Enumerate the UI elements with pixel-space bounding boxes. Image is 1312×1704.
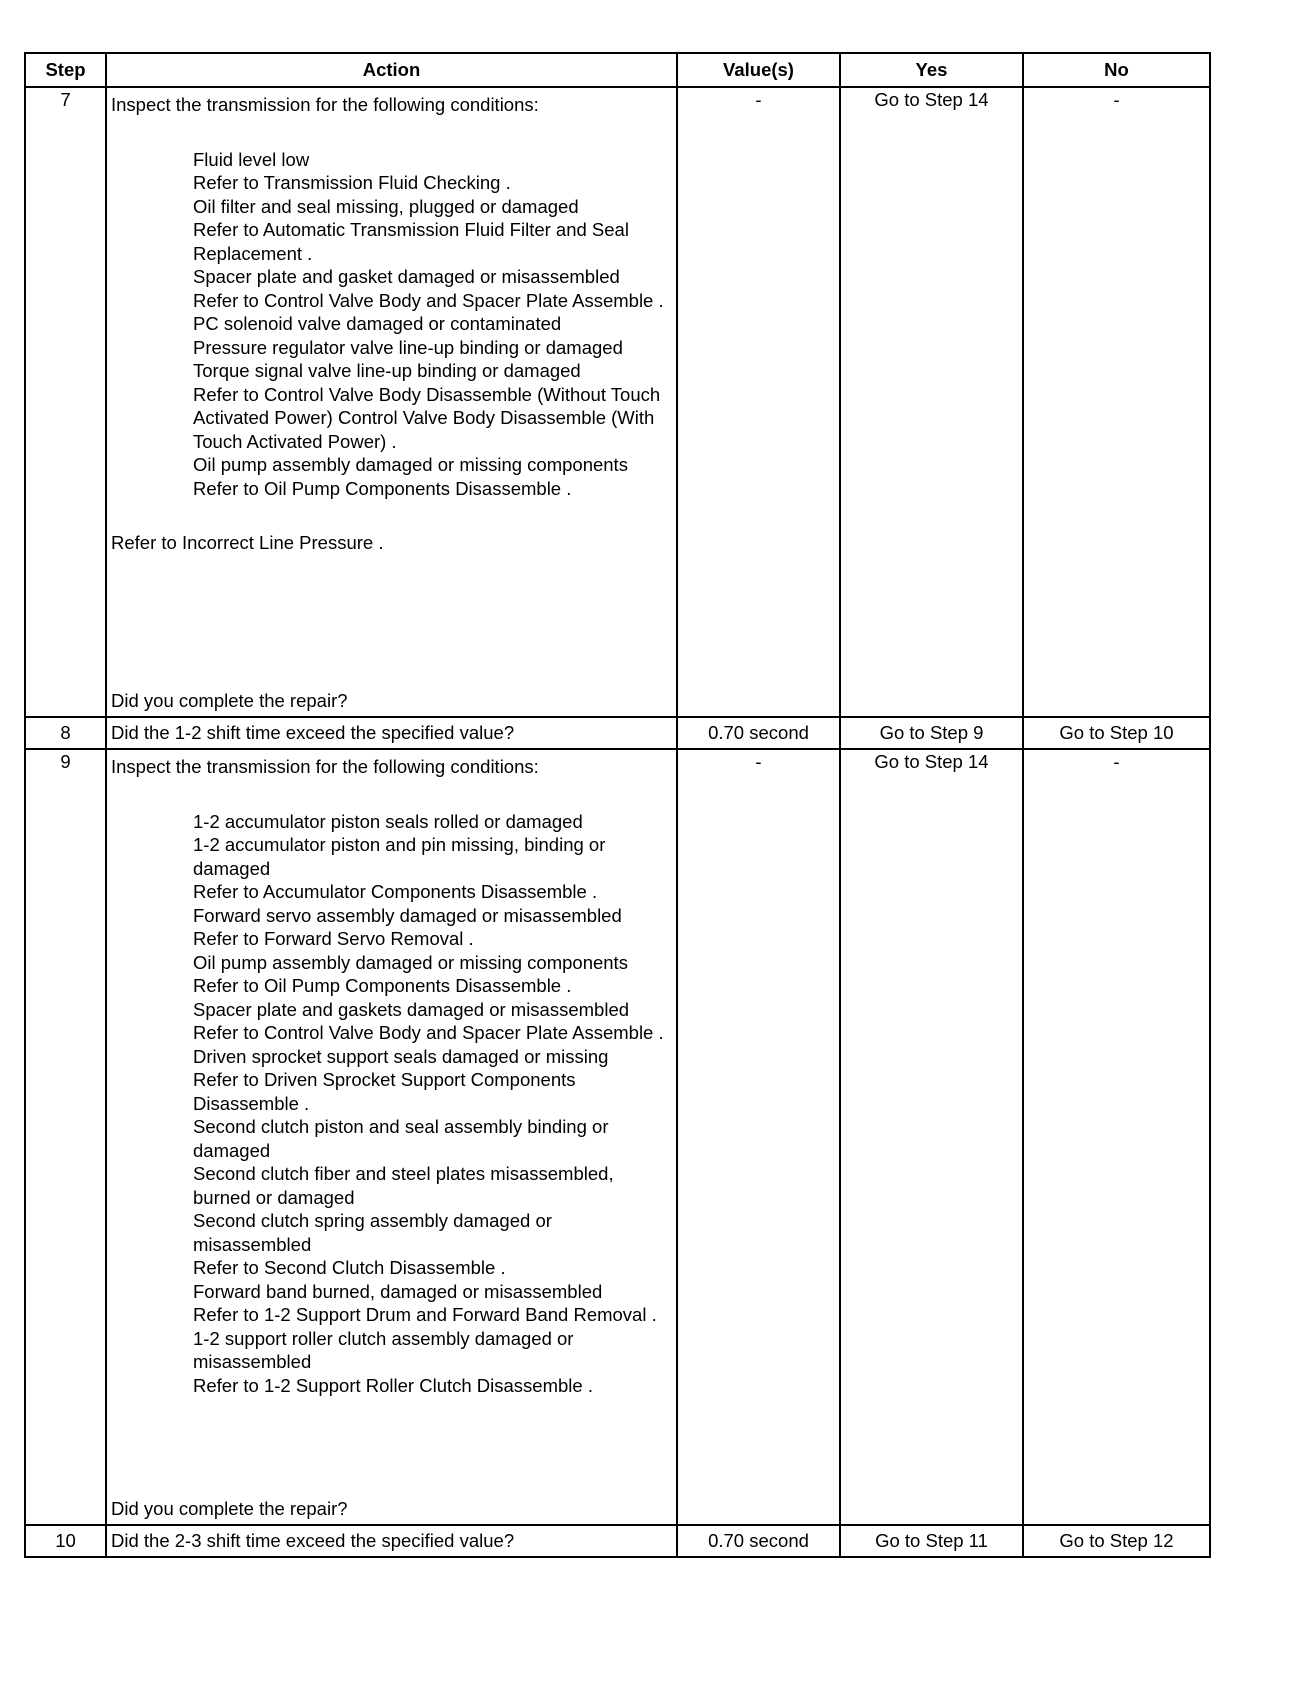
header-no: No — [1023, 53, 1210, 87]
action-question: Did the 1-2 shift time exceed the specified value? — [106, 717, 677, 749]
action-intro: Inspect the transmission for the following conditions: — [111, 756, 539, 777]
condition-item: Second clutch fiber and steel plates misassembled, burned or damaged — [193, 1163, 614, 1208]
condition-item: Oil filter and seal missing, plugged or damaged — [193, 195, 579, 217]
yes-cell: Go to Step 14 — [840, 749, 1023, 1525]
step-number: 8 — [25, 717, 106, 749]
action-question: Did you complete the repair? — [111, 1497, 348, 1519]
condition-item: Refer to Oil Pump Components Disassemble . — [193, 477, 572, 499]
condition-item: Oil pump assembly damaged or missing components — [193, 454, 628, 475]
header-action: Action — [106, 53, 677, 87]
condition-item: Spacer plate and gasket damaged or misassembled — [193, 266, 620, 287]
action-cell — [106, 87, 677, 717]
step-number: 9 — [25, 749, 106, 1525]
header-yes: Yes — [840, 53, 1023, 87]
action-question: Did the 2-3 shift time exceed the specified value? — [106, 1525, 677, 1557]
condition-item: Driven sprocket support seals damaged or missing — [193, 1045, 609, 1067]
action-intro: Inspect the transmission for the following conditions: — [111, 94, 539, 115]
yes-cell: Go to Step 11 — [840, 1525, 1023, 1557]
no-cell: Go to Step 10 — [1023, 717, 1210, 749]
condition-item: Refer to 1-2 Support Roller Clutch Disassemble . — [193, 1374, 593, 1396]
step-number: 10 — [25, 1525, 106, 1557]
diagnostic-table — [24, 52, 1211, 1558]
yes-cell: Go to Step 9 — [840, 717, 1023, 749]
table-row — [25, 749, 1210, 1525]
condition-item: Fluid level low — [193, 148, 310, 170]
condition-item: Refer to Second Clutch Disassemble . — [193, 1257, 506, 1278]
condition-item: Refer to Control Valve Body Disassemble (Without Touch Activated Power) Control Valve Body Disassemble (With Touch Activated Power) . — [193, 383, 661, 452]
condition-item: Refer to Transmission Fluid Checking . — [193, 172, 511, 193]
condition-item: 1-2 support roller clutch assembly damaged or misassembled — [193, 1327, 574, 1372]
condition-item: Spacer plate and gaskets damaged or misassembled — [193, 998, 630, 1020]
step-number: 7 — [25, 87, 106, 717]
header-values: Value(s) — [677, 53, 840, 87]
value-cell: - — [677, 749, 840, 1525]
condition-item: Refer to Forward Servo Removal . — [193, 928, 474, 949]
header-step: Step — [25, 53, 106, 87]
value-cell: - — [677, 87, 840, 717]
header-row — [25, 53, 1210, 87]
condition-item: Second clutch spring assembly damaged or misassembled — [193, 1210, 552, 1255]
condition-item: Oil pump assembly damaged or missing components — [193, 951, 628, 973]
action-cell — [106, 749, 677, 1525]
no-cell: Go to Step 12 — [1023, 1525, 1210, 1557]
no-cell: - — [1023, 749, 1210, 1525]
condition-list — [111, 148, 672, 501]
condition-item: Refer to Oil Pump Components Disassemble . — [193, 975, 572, 996]
condition-item: Refer to Control Valve Body and Spacer Plate Assemble . — [193, 289, 664, 311]
value-cell: 0.70 second — [677, 717, 840, 749]
table-row — [25, 717, 1210, 749]
action-note: Refer to Incorrect Line Pressure . — [111, 532, 384, 553]
table-row — [25, 1525, 1210, 1557]
condition-item: Forward servo assembly damaged or misassembled — [193, 904, 622, 926]
condition-item: Refer to 1-2 Support Drum and Forward Band Removal . — [193, 1304, 657, 1325]
condition-item: Refer to Accumulator Components Disassemble . — [193, 881, 598, 902]
action-question: Did you complete the repair? — [111, 689, 348, 711]
table-row — [25, 87, 1210, 717]
condition-item: 1-2 accumulator piston seals rolled or damaged — [193, 810, 583, 832]
condition-item: Forward band burned, damaged or misassembled — [193, 1280, 603, 1302]
condition-item: Torque signal valve line-up binding or damaged — [193, 360, 581, 381]
condition-item: Pressure regulator valve line-up binding or damaged — [193, 336, 623, 358]
condition-item: Refer to Automatic Transmission Fluid Filter and Seal Replacement . — [193, 219, 629, 264]
condition-item: 1-2 accumulator piston and pin missing, binding or damaged — [193, 834, 606, 879]
yes-cell: Go to Step 14 — [840, 87, 1023, 717]
value-cell: 0.70 second — [677, 1525, 840, 1557]
condition-item: PC solenoid valve damaged or contaminated — [193, 313, 562, 334]
condition-item: Second clutch piston and seal assembly binding or damaged — [193, 1116, 609, 1161]
condition-list — [111, 810, 672, 1398]
condition-item: Refer to Control Valve Body and Spacer Plate Assemble . — [193, 1022, 664, 1043]
no-cell: - — [1023, 87, 1210, 717]
condition-item: Refer to Driven Sprocket Support Components Disassemble . — [193, 1069, 576, 1114]
